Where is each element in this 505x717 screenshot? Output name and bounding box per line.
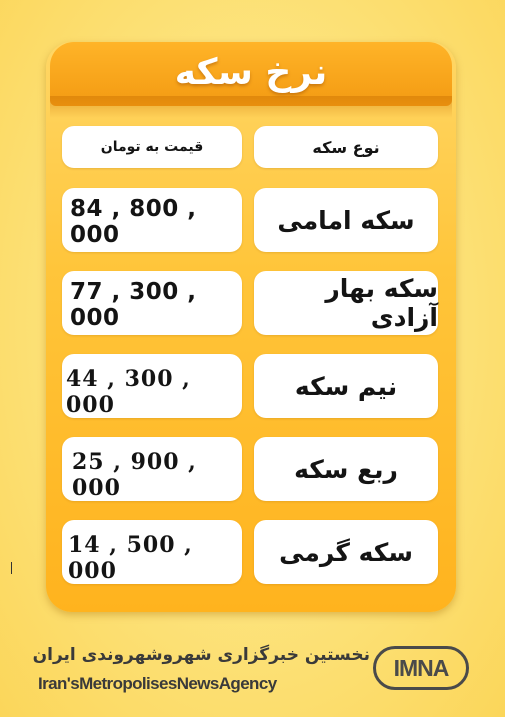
coin-name-cell: نیم سکه (254, 354, 438, 418)
price-cell: 25 , 900 , 000 (62, 437, 242, 501)
agency-tagline-persian: نخستین خبرگزاری شهروشهروندی ایران (32, 645, 370, 665)
header-coin-type: نوع سکه (254, 126, 438, 168)
imna-logo-icon: IMNA (373, 646, 469, 690)
coin-name-cell: سکه بهار آزادی (254, 271, 438, 335)
coin-name-cell: سکه امامی (254, 188, 438, 252)
price-cell: 77 , 300 , 000 (62, 271, 242, 335)
coin-name-cell: سکه گرمی (254, 520, 438, 584)
page-title: نرخ سکه (174, 52, 328, 93)
text-cursor (11, 562, 12, 574)
price-cell: 44 , 300 , 000 (62, 354, 242, 418)
header-price: قیمت به تومان (62, 126, 242, 168)
price-cell: 84 , 800 , 000 (62, 188, 242, 252)
agency-tagline-english: Iran'sMetropolisesNewsAgency (38, 674, 277, 693)
coin-name-cell: ربع سکه (254, 437, 438, 501)
price-cell: 14 , 500 , 000 (62, 520, 242, 584)
